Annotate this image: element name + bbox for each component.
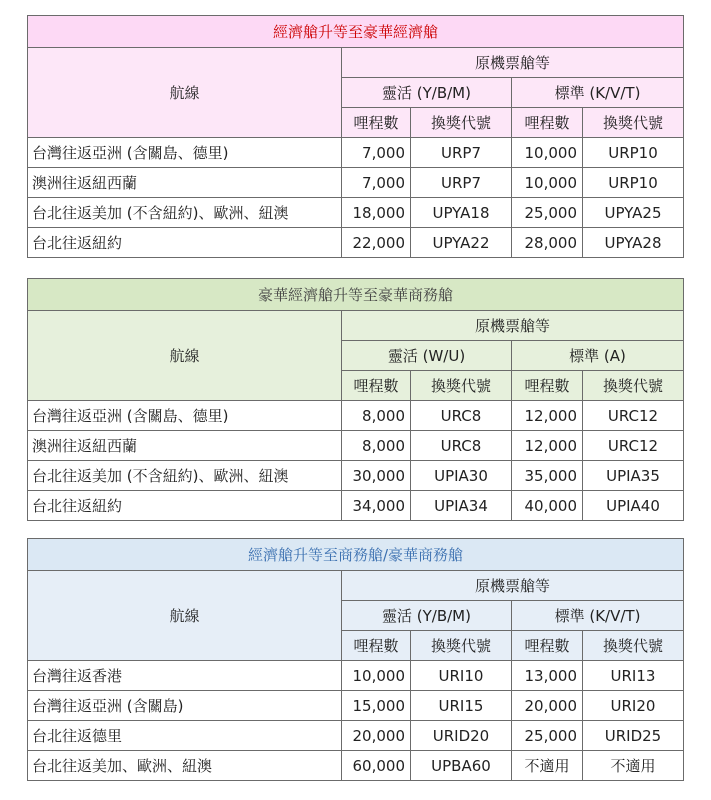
flex-award-code: UPYA18 [411,198,512,228]
standard-miles: 不適用 [512,751,583,781]
standard-award-code: UPIA35 [583,461,684,491]
award-code-header: 換獎代號 [583,371,684,401]
flex-award-code: URP7 [411,138,512,168]
standard-miles: 25,000 [512,721,583,751]
fare-class-header: 原機票艙等 [342,311,684,341]
table-title: 豪華經濟艙升等至豪華商務艙 [28,279,684,311]
route-name: 台北往返紐約 [28,228,342,258]
miles-header: 哩程數 [512,371,583,401]
route-name: 台北往返美加 (不含紐約)、歐洲、紐澳 [28,198,342,228]
standard-miles: 40,000 [512,491,583,521]
table-title-row [28,16,684,48]
flex-fare-header: 靈活 (Y/B/M) [342,78,512,108]
header-row [28,571,684,601]
standard-miles: 12,000 [512,401,583,431]
flex-miles: 34,000 [342,491,411,521]
standard-award-code: URC12 [583,431,684,461]
flex-award-code: URC8 [411,431,512,461]
flex-miles: 15,000 [342,691,411,721]
standard-miles: 10,000 [512,168,583,198]
upgrade-table-economy-to-business [27,538,684,781]
flex-award-code: UPYA22 [411,228,512,258]
award-code-header: 換獎代號 [583,108,684,138]
flex-fare-header: 靈活 (Y/B/M) [342,601,512,631]
route-name: 台灣往返亞洲 (含關島、德里) [28,401,342,431]
fare-class-header: 原機票艙等 [342,48,684,78]
standard-award-code: UPIA40 [583,491,684,521]
route-name: 台北往返德里 [28,721,342,751]
route-name: 台灣往返亞洲 (含關島) [28,691,342,721]
flex-miles: 7,000 [342,168,411,198]
table-title-row [28,539,684,571]
route-name: 台北往返美加 (不含紐約)、歐洲、紐澳 [28,461,342,491]
standard-miles: 12,000 [512,431,583,461]
header-row [28,48,684,78]
standard-award-code: URI20 [583,691,684,721]
standard-fare-header: 標準 (K/V/T) [512,601,684,631]
miles-header: 哩程數 [342,631,411,661]
table-row [28,751,684,781]
table-row [28,721,684,751]
flex-miles: 8,000 [342,431,411,461]
table-row [28,691,684,721]
miles-header: 哩程數 [512,631,583,661]
standard-miles: 25,000 [512,198,583,228]
standard-award-code: URI13 [583,661,684,691]
standard-award-code: URID25 [583,721,684,751]
flex-award-code: URID20 [411,721,512,751]
flex-miles: 60,000 [342,751,411,781]
table-row [28,168,684,198]
flex-award-code: URI15 [411,691,512,721]
table-row [28,431,684,461]
flex-award-code: UPIA30 [411,461,512,491]
standard-award-code: URP10 [583,138,684,168]
route-header: 航線 [28,571,342,661]
route-name: 澳洲往返紐西蘭 [28,431,342,461]
header-row [28,311,684,341]
standard-award-code: UPYA25 [583,198,684,228]
table-row [28,138,684,168]
flex-fare-header: 靈活 (W/U) [342,341,512,371]
table-title: 經濟艙升等至豪華經濟艙 [28,16,684,48]
flex-miles: 7,000 [342,138,411,168]
standard-fare-header: 標準 (A) [512,341,684,371]
miles-header: 哩程數 [342,108,411,138]
route-header: 航線 [28,311,342,401]
flex-miles: 30,000 [342,461,411,491]
standard-miles: 35,000 [512,461,583,491]
standard-miles: 20,000 [512,691,583,721]
miles-header: 哩程數 [512,108,583,138]
table-row [28,661,684,691]
standard-award-code: UPYA28 [583,228,684,258]
table-row [28,198,684,228]
table-row [28,228,684,258]
standard-fare-header: 標準 (K/V/T) [512,78,684,108]
table-title: 經濟艙升等至商務艙/豪華商務艙 [28,539,684,571]
miles-header: 哩程數 [342,371,411,401]
flex-miles: 8,000 [342,401,411,431]
standard-award-code: URP10 [583,168,684,198]
route-header: 航線 [28,48,342,138]
award-code-header: 換獎代號 [411,371,512,401]
upgrade-table-economy-to-premium-economy [27,15,684,258]
flex-miles: 22,000 [342,228,411,258]
upgrade-table-premium-economy-to-premium-business [27,278,684,521]
flex-award-code: UPIA34 [411,491,512,521]
award-code-header: 換獎代號 [411,631,512,661]
standard-miles: 28,000 [512,228,583,258]
flex-award-code: URI10 [411,661,512,691]
flex-miles: 20,000 [342,721,411,751]
flex-miles: 10,000 [342,661,411,691]
flex-award-code: UPBA60 [411,751,512,781]
flex-award-code: URC8 [411,401,512,431]
flex-award-code: URP7 [411,168,512,198]
award-code-header: 換獎代號 [411,108,512,138]
route-name: 台北往返紐約 [28,491,342,521]
award-code-header: 換獎代號 [583,631,684,661]
table-title-row [28,279,684,311]
table-row [28,401,684,431]
standard-award-code: URC12 [583,401,684,431]
route-name: 台灣往返亞洲 (含關島、德里) [28,138,342,168]
flex-miles: 18,000 [342,198,411,228]
fare-class-header: 原機票艙等 [342,571,684,601]
route-name: 澳洲往返紐西蘭 [28,168,342,198]
standard-award-code: 不適用 [583,751,684,781]
route-name: 台灣往返香港 [28,661,342,691]
standard-miles: 10,000 [512,138,583,168]
standard-miles: 13,000 [512,661,583,691]
table-row [28,461,684,491]
route-name: 台北往返美加、歐洲、紐澳 [28,751,342,781]
table-row [28,491,684,521]
